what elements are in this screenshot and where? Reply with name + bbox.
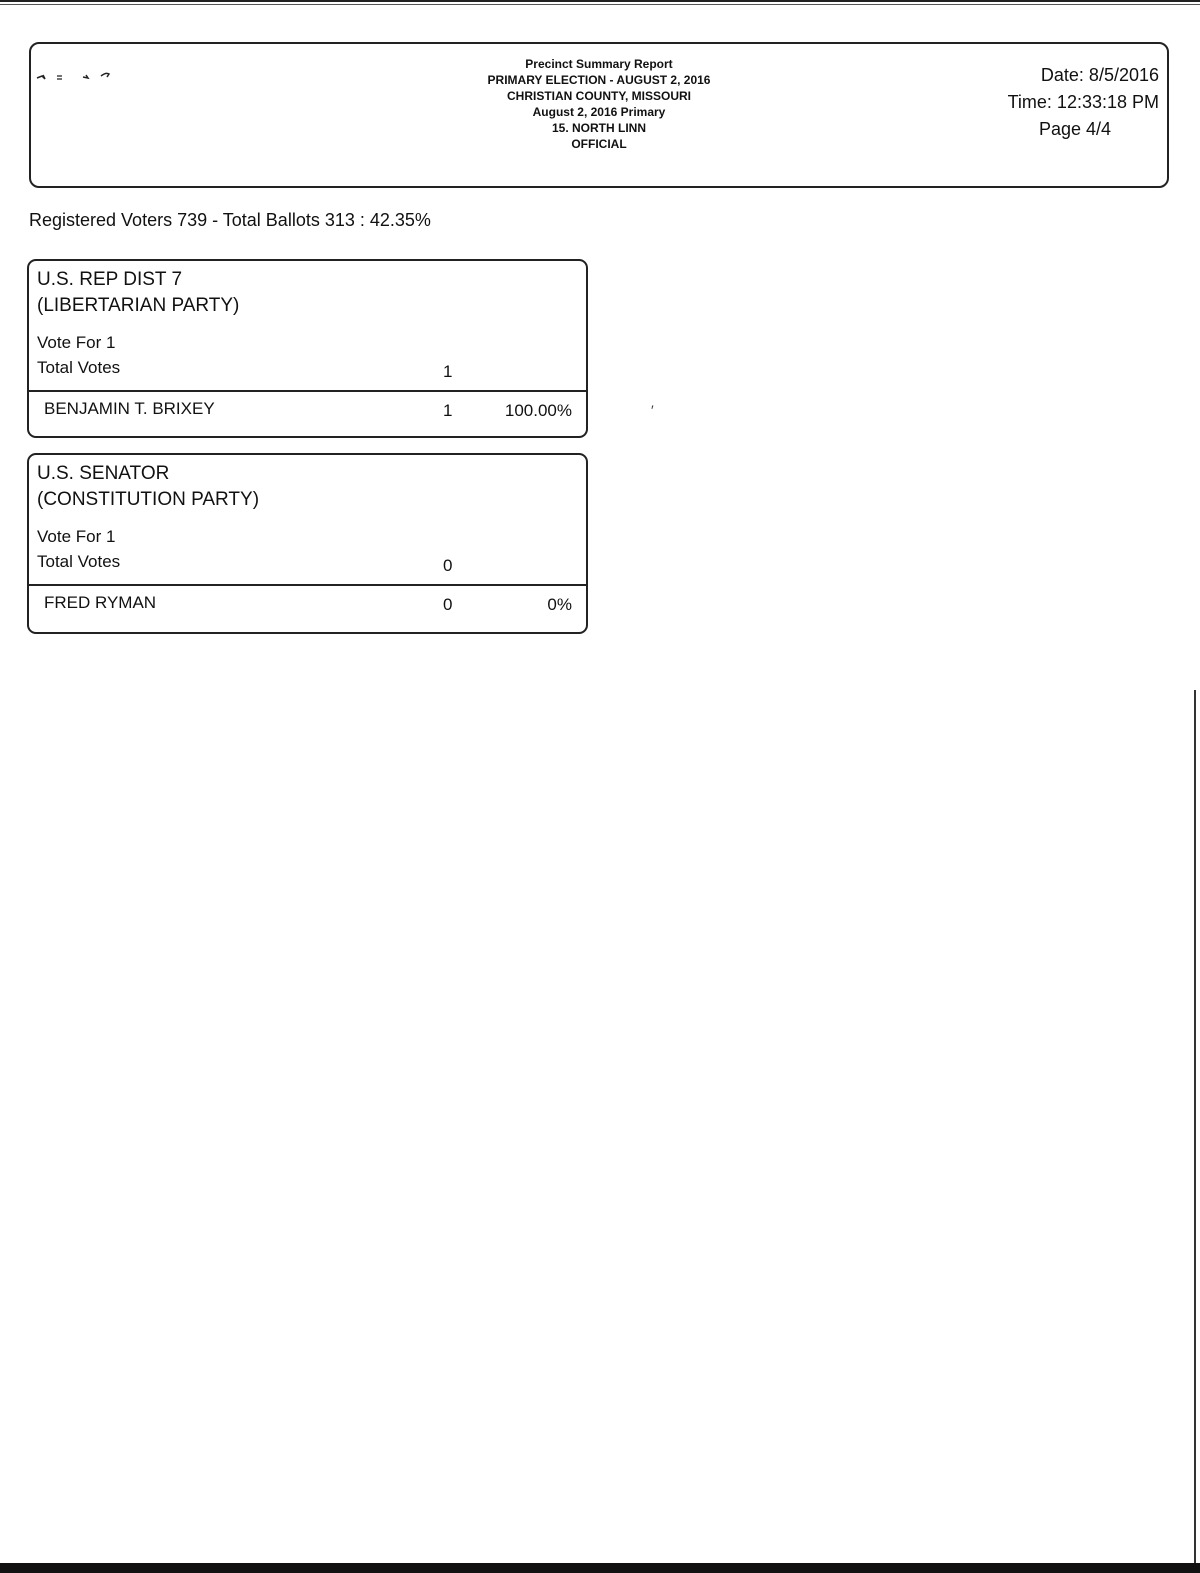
race-us-senator <box>27 453 588 634</box>
candidate-name: BENJAMIN T. BRIXEY <box>44 399 215 418</box>
race-us-rep-dist-7 <box>27 259 588 438</box>
vote-for-label: Vote For 1 <box>37 333 116 352</box>
total-votes-value: 1 <box>443 362 453 381</box>
report-time: Time: 12:33:18 PM <box>1007 92 1159 112</box>
scan-edge-top <box>0 0 1200 5</box>
candidate-name: FRED RYMAN <box>44 593 157 612</box>
report-meta <box>1008 62 1159 143</box>
report-date: Date: 8/5/2016 <box>1040 65 1159 85</box>
election-name: PRIMARY ELECTION - AUGUST 2, 2016 <box>487 73 711 87</box>
candidate-percent: 100.00% <box>504 401 572 420</box>
report-heading <box>31 56 1167 152</box>
scan-edge-bottom <box>0 1563 1200 1573</box>
vote-for-label: Vote For 1 <box>37 527 116 546</box>
candidate-percent: 0% <box>547 595 572 614</box>
total-votes-label: Total Votes <box>37 552 121 571</box>
report-title: Precinct Summary Report <box>525 57 673 71</box>
report-header <box>29 42 1169 188</box>
total-votes-label: Total Votes <box>37 358 121 377</box>
candidate-votes: 1 <box>443 401 453 420</box>
race-title-line1: U.S. REP DIST 7 <box>37 269 183 290</box>
primary-name: August 2, 2016 Primary <box>532 105 666 119</box>
race-title <box>37 267 239 319</box>
race-title-line2: (CONSTITUTION PARTY) <box>37 489 260 510</box>
official-status: OFFICIAL <box>571 137 627 151</box>
divider <box>29 584 586 586</box>
total-votes-value: 0 <box>443 556 453 575</box>
scan-edge-right <box>1194 690 1196 1563</box>
county-name: CHRISTIAN COUNTY, MISSOURI <box>506 89 691 103</box>
divider <box>29 390 586 392</box>
page-number: Page 4/4 <box>1038 119 1111 139</box>
race-title-line1: U.S. SENATOR <box>37 463 170 484</box>
turnout-summary: Registered Voters 739 - Total Ballots 313 : 42.35% <box>29 210 431 230</box>
precinct-name: 15. NORTH LINN <box>551 121 646 135</box>
race-title-line2: (LIBERTARIAN PARTY) <box>37 295 240 316</box>
candidate-votes: 0 <box>443 595 453 614</box>
race-title <box>37 461 259 513</box>
stray-pen-mark: ′ <box>651 402 654 418</box>
